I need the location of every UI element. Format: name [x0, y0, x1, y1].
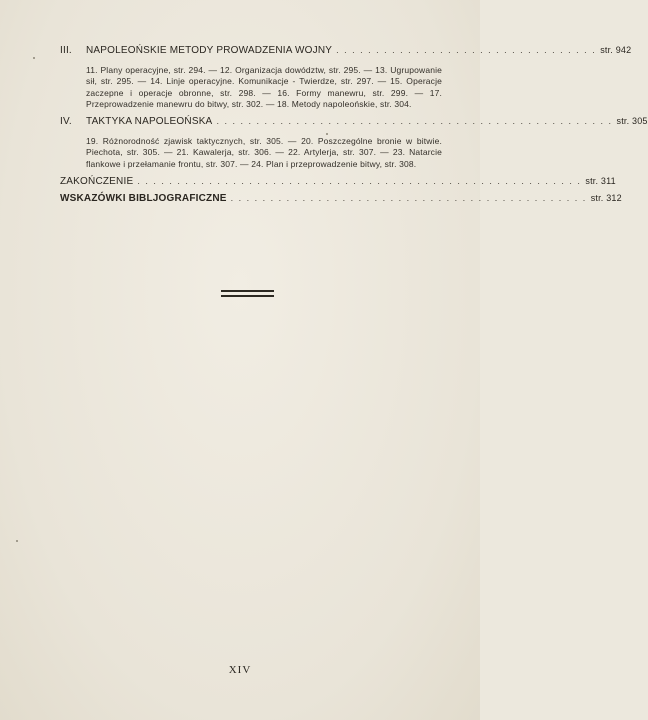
toc-entry-heading: [60, 44, 632, 57]
chapter-number: III.: [60, 45, 72, 56]
toc-entry-iv: [60, 115, 648, 170]
toc-entry-conclusion: [60, 175, 616, 188]
toc-entry-heading: [60, 175, 616, 188]
toc-entry-bibliography: [60, 192, 622, 205]
leader-dots: . . . . . . . . . . . . . . . . . . . . . . . . . . . . . . . . . . . . . . . . . . . . . . . . . .: [216, 116, 613, 127]
section-list: 11. Plany operacyjne, str. 294. — 12. Organizacja dowództw, str. 295. — 13. Ugrupowanie sił, str. 295. — 14. Linje operacyjne. Komunikacje - Twierdze, str. 297. — 15. Operacje zaczepne i operacje obronne, str. 298. — 16. Formy manewru, str. 299. — 17. Przeprowadzenie manewru do bitwy, str. 302. — 18. Metody napoleońskie, str. 304.: [86, 65, 442, 109]
toc-entry-heading: [60, 115, 648, 128]
leader-dots: . . . . . . . . . . . . . . . . . . . . . . . . . . . . . . . . .: [336, 45, 597, 55]
chapter-number: IV.: [60, 116, 72, 128]
divider-rule-bottom: [221, 295, 274, 297]
page-reference: str. 311: [585, 176, 616, 187]
paper-speck: [16, 540, 18, 542]
section-list: 19. Różnorodność zjawisk taktycznych, str. 305. — 20. Poszczególne bronie w bitwie. Piechota, str. 305. — 21. Kawalerja, str. 306. — 22. Artylerja, str. 307. — 23. Natarcie flankowe i przełamanie frontu, str. 307. — 24. Plan i przeprowadzenie bitwy, str. 308.: [86, 136, 442, 169]
divider-rule-top: [221, 290, 274, 292]
chapter-title: NAPOLEOŃSKIE METODY PROWADZENIA WOJNY: [86, 45, 333, 56]
toc-entry-heading: [60, 192, 622, 205]
table-of-contents: [60, 44, 648, 205]
chapter-title: ZAKOŃCZENIE: [60, 176, 134, 188]
paper-speck: [326, 133, 328, 135]
chapter-title: TAKTYKA NAPOLEOŃSKA: [86, 116, 213, 128]
leader-dots: . . . . . . . . . . . . . . . . . . . . . . . . . . . . . . . . . . . . . . . . . . . . . . . . . . . . . . . .: [137, 176, 582, 187]
paper-speck: [33, 57, 35, 59]
leader-dots: . . . . . . . . . . . . . . . . . . . . . . . . . . . . . . . . . . . . . . . . . . . . .: [230, 193, 587, 204]
page-number: XIV: [228, 664, 252, 676]
toc-entry-iii: [60, 44, 632, 110]
page-reference: str. 305: [616, 116, 648, 127]
chapter-title: WSKAZÓWKI BIBLJOGRAFICZNE: [60, 193, 227, 205]
page-reference: str. 942: [600, 45, 632, 55]
page-reference: str. 312: [590, 193, 622, 204]
